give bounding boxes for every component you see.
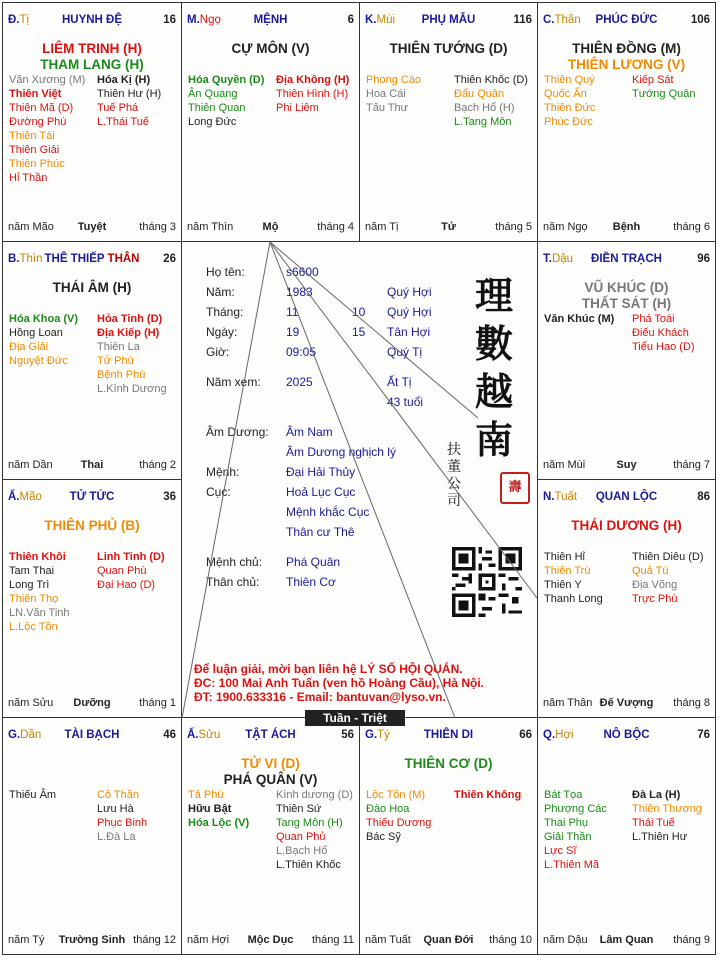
palace-position: Ấ.Sửu bbox=[187, 729, 221, 741]
palace-title: ĐIỀN TRẠCH bbox=[591, 253, 662, 265]
qr-code-icon[interactable] bbox=[452, 547, 522, 617]
brand-char: 南 bbox=[474, 417, 513, 462]
minor-star: Kiếp Sát bbox=[632, 74, 674, 86]
minor-star: L.Thiên Mã bbox=[544, 859, 600, 871]
label-menh: Mệnh: bbox=[206, 465, 240, 479]
minor-stars-right bbox=[632, 312, 695, 354]
red-seal-stamp: 壽 bbox=[500, 472, 530, 504]
palace-position: B.Thìn bbox=[8, 253, 43, 265]
main-star: THÁI DƯƠNG (H) bbox=[571, 518, 682, 533]
center-info-panel bbox=[181, 241, 538, 718]
minor-star: Thiên Việt bbox=[9, 88, 62, 100]
palace-footer bbox=[8, 934, 176, 948]
brand-subtitle bbox=[444, 442, 464, 510]
value-thang-can: Quý Hợi bbox=[387, 305, 432, 319]
minor-stars-left bbox=[9, 550, 70, 634]
minor-star: Đường Phù bbox=[9, 116, 67, 128]
minor-star: LN.Văn Tinh bbox=[9, 607, 70, 619]
minor-stars-left bbox=[366, 788, 431, 844]
label-nam-xem: Năm xem: bbox=[206, 375, 261, 389]
minor-star: Điếu Khách bbox=[632, 327, 689, 339]
minor-star: Tuế Phá bbox=[97, 102, 139, 114]
minor-star: Thiên Hình (H) bbox=[276, 88, 349, 100]
palace-month: tháng 3 bbox=[139, 221, 176, 233]
minor-star: Cô Thần bbox=[97, 789, 139, 801]
palace-mui bbox=[359, 2, 538, 242]
minor-stars-left bbox=[9, 312, 78, 368]
palace-month: tháng 10 bbox=[489, 934, 532, 946]
palace-stage: Tử bbox=[441, 221, 456, 233]
palace-year: năm Sửu bbox=[8, 697, 54, 709]
palace-number: 56 bbox=[341, 729, 354, 741]
value-nam-can: Quý Hợi bbox=[387, 285, 432, 299]
minor-star: Hóa Quyền (D) bbox=[188, 74, 265, 86]
minor-star: Tấu Thư bbox=[366, 102, 409, 114]
minor-star: Địa Giải bbox=[9, 341, 49, 353]
palace-header bbox=[543, 253, 710, 267]
palace-year: năm Hợi bbox=[187, 934, 230, 946]
main-star: THIÊN PHỦ (B) bbox=[44, 518, 140, 533]
minor-star: Thiên Mã (D) bbox=[9, 102, 74, 114]
minor-star: Thiên Trù bbox=[544, 565, 591, 577]
palace-month: tháng 2 bbox=[139, 459, 176, 471]
minor-stars-left bbox=[366, 73, 421, 115]
value-am-duong: Âm Nam bbox=[286, 425, 333, 439]
palace-footer bbox=[543, 934, 710, 948]
value-ngay: 19 bbox=[286, 325, 300, 339]
palace-position: Q.Hợi bbox=[543, 729, 574, 741]
main-star: THIÊN ĐỒNG (M) bbox=[572, 41, 681, 56]
main-star: THIÊN LƯƠNG (V) bbox=[567, 57, 686, 72]
main-star: THAM LANG (H) bbox=[40, 57, 144, 72]
minor-star: Lực Sĩ bbox=[544, 845, 577, 857]
brand-calligraphy bbox=[464, 272, 524, 464]
palace-suu bbox=[181, 717, 360, 955]
minor-star: L.Thái Tuế bbox=[97, 116, 149, 128]
minor-stars-left bbox=[544, 73, 595, 129]
minor-star: Văn Xương (M) bbox=[9, 74, 86, 86]
palace-footer bbox=[187, 221, 354, 235]
palace-footer bbox=[8, 221, 176, 235]
palace-header bbox=[8, 729, 176, 743]
palace-number: 66 bbox=[519, 729, 532, 741]
minor-star: Tang Môn (H) bbox=[276, 817, 343, 829]
minor-star: Hỉ Thần bbox=[9, 172, 48, 184]
minor-star: Tả Phù bbox=[188, 789, 224, 801]
minor-stars-right bbox=[276, 73, 349, 115]
minor-stars-right bbox=[97, 312, 167, 396]
minor-stars-left bbox=[544, 312, 614, 326]
palace-year: năm Dậu bbox=[543, 934, 588, 946]
palace-number: 36 bbox=[163, 491, 176, 503]
minor-star: Quan Phù bbox=[97, 565, 147, 577]
minor-star: L.Lộc Tồn bbox=[9, 621, 58, 633]
minor-star: Phong Cáo bbox=[366, 74, 422, 86]
main-star: THIÊN TƯỚNG (D) bbox=[389, 41, 508, 56]
palace-month: tháng 9 bbox=[673, 934, 710, 946]
minor-star: L.Thiên Khốc bbox=[276, 859, 341, 871]
palace-number: 116 bbox=[513, 14, 532, 26]
minor-star: Đẩu Quân bbox=[454, 88, 505, 100]
minor-stars-left bbox=[9, 73, 85, 185]
minor-star: Long Trì bbox=[9, 579, 50, 591]
tuan-triet-badge: Tuần - Triệt bbox=[305, 710, 405, 726]
palace-header bbox=[8, 491, 176, 505]
label-ho-ten: Họ tên: bbox=[206, 265, 245, 279]
palace-footer bbox=[543, 697, 710, 711]
minor-star: Thanh Long bbox=[544, 593, 603, 605]
minor-star: Địa Kiếp (H) bbox=[97, 327, 160, 339]
minor-star: Văn Khúc (M) bbox=[544, 313, 615, 325]
minor-star: Hữu Bật bbox=[188, 803, 232, 815]
value-nam-xem: 2025 bbox=[286, 375, 313, 389]
palace-year: năm Dần bbox=[8, 459, 53, 471]
palace-month: tháng 7 bbox=[673, 459, 710, 471]
minor-star: Thiên Quan bbox=[188, 102, 246, 114]
minor-star: Thiên La bbox=[97, 341, 140, 353]
palace-stage: Đế Vượng bbox=[599, 697, 654, 709]
minor-star: Tử Phù bbox=[97, 355, 134, 367]
contact-phone-email[interactable]: ĐT: 1900.633316 - Email: bantuvan@lyso.vn. bbox=[194, 690, 446, 704]
palace-thin bbox=[2, 241, 182, 480]
minor-stars-right bbox=[454, 73, 528, 129]
value-thang-am: 10 bbox=[352, 305, 366, 319]
minor-star: Bệnh Phù bbox=[97, 369, 146, 381]
minor-star: Giải Thần bbox=[544, 831, 592, 843]
minor-star: Phi Liêm bbox=[276, 102, 319, 114]
palace-stage: Tuyệt bbox=[77, 221, 107, 233]
minor-star: Thiên Thương bbox=[632, 803, 703, 815]
palace-header bbox=[187, 14, 354, 28]
palace-header bbox=[187, 729, 354, 743]
minor-star: Thiên Phúc bbox=[9, 158, 65, 170]
label-menh-chu: Mệnh chủ: bbox=[206, 555, 263, 569]
main-star: THÁI ÂM (H) bbox=[52, 280, 132, 295]
label-gio: Giờ: bbox=[206, 345, 230, 359]
minor-star: Hóa Lộc (V) bbox=[188, 817, 250, 829]
minor-star: Long Đức bbox=[188, 116, 237, 128]
value-cuc-2: Mệnh khắc Cục bbox=[286, 505, 370, 519]
than-marker: THÂN bbox=[107, 253, 140, 265]
palace-title: NÔ BỘC bbox=[603, 729, 650, 741]
palace-title: PHỤ MẪU bbox=[421, 14, 476, 26]
minor-stars-right bbox=[454, 788, 521, 802]
main-star: THẤT SÁT (H) bbox=[581, 296, 672, 311]
minor-star: Thiên Khốc (D) bbox=[454, 74, 528, 86]
palace-month: tháng 8 bbox=[673, 697, 710, 709]
minor-star: Thiên Y bbox=[544, 579, 582, 591]
value-tuoi: 43 tuổi bbox=[387, 395, 424, 409]
minor-star: Linh Tinh (D) bbox=[97, 551, 165, 563]
minor-star: Thiếu Âm bbox=[9, 789, 57, 801]
minor-star: Lưu Hà bbox=[97, 803, 134, 815]
palace-position: N.Tuất bbox=[543, 491, 578, 503]
minor-stars-right bbox=[632, 550, 704, 606]
minor-stars-left bbox=[188, 788, 249, 830]
minor-star: Địa Võng bbox=[632, 579, 678, 591]
minor-star: Đại Hao (D) bbox=[97, 579, 156, 591]
value-cuc-3: Thân cư Thê bbox=[286, 525, 355, 539]
value-than-chu: Thiên Cơ bbox=[286, 575, 336, 589]
label-thang: Tháng: bbox=[206, 305, 244, 319]
minor-star: Tam Thai bbox=[9, 565, 55, 577]
palace-ty-top bbox=[2, 2, 182, 242]
minor-star: Thiên Hư (H) bbox=[97, 88, 162, 100]
minor-stars-left bbox=[188, 73, 264, 129]
minor-star: Kình dương (D) bbox=[276, 789, 353, 801]
minor-stars-right bbox=[632, 788, 702, 844]
brand-sub-char: 董 bbox=[447, 459, 461, 475]
minor-stars-left bbox=[544, 788, 607, 872]
palace-year: năm Ngọ bbox=[543, 221, 588, 233]
palace-position: Đ.Tị bbox=[8, 14, 30, 26]
palace-header bbox=[8, 253, 176, 267]
palace-stage: Dưỡng bbox=[73, 697, 111, 709]
palace-title: TÀI BẠCH bbox=[64, 729, 120, 741]
minor-star: Phúc Đức bbox=[544, 116, 593, 128]
minor-star: L.Bạch Hổ bbox=[276, 845, 328, 857]
minor-stars-left bbox=[9, 788, 56, 802]
minor-star: Nguyệt Đức bbox=[9, 355, 68, 367]
minor-star: L.Thiên Hư bbox=[632, 831, 688, 843]
palace-number: 76 bbox=[697, 729, 710, 741]
palace-ngo bbox=[181, 2, 360, 242]
minor-star: Thiên Tài bbox=[9, 130, 55, 142]
palace-stage: Quan Đới bbox=[423, 934, 474, 946]
palace-month: tháng 11 bbox=[311, 934, 354, 946]
palace-header bbox=[365, 14, 532, 28]
palace-number: 86 bbox=[697, 491, 710, 503]
value-gio-can: Quý Tị bbox=[387, 345, 423, 359]
palace-year: năm Thìn bbox=[187, 221, 234, 233]
minor-star: L.Tang Môn bbox=[454, 116, 512, 128]
contact-info bbox=[194, 662, 528, 704]
palace-position: C.Thân bbox=[543, 14, 581, 26]
value-ho-ten: s6600 bbox=[286, 265, 319, 279]
palace-month: tháng 5 bbox=[495, 221, 532, 233]
palace-position: K.Mùi bbox=[365, 14, 396, 26]
minor-star: Hồng Loan bbox=[9, 327, 63, 339]
palace-number: 106 bbox=[690, 14, 710, 26]
main-star: TỬ VI (D) bbox=[241, 756, 300, 771]
label-ngay: Ngày: bbox=[206, 325, 238, 339]
contact-line-1: Để luận giải, mời bạn liên hệ LÝ SỐ HỘI QUÁN. bbox=[194, 662, 463, 676]
minor-star: Ân Quang bbox=[188, 88, 238, 100]
minor-star: Hỏa Tinh (D) bbox=[97, 313, 163, 325]
main-star: THIÊN CƠ (D) bbox=[404, 756, 493, 771]
label-than-chu: Thân chủ: bbox=[206, 575, 260, 589]
palace-dan bbox=[2, 717, 182, 955]
label-am-duong: Âm Dương: bbox=[206, 425, 269, 439]
minor-star: Thiên Không bbox=[454, 789, 522, 801]
palace-stage: Suy bbox=[616, 459, 637, 471]
minor-stars-right bbox=[632, 73, 696, 101]
minor-star: Hóa Kị (H) bbox=[97, 74, 151, 86]
brand-sub-char: 公 bbox=[447, 476, 461, 492]
minor-star: L.Đà La bbox=[97, 831, 136, 843]
minor-star: Thiên Sứ bbox=[276, 803, 322, 815]
palace-title: MỆNH bbox=[253, 14, 288, 26]
palace-month: tháng 6 bbox=[673, 221, 710, 233]
minor-star: Thiên Diêu (D) bbox=[632, 551, 704, 563]
main-star: LIÊM TRINH (H) bbox=[42, 41, 142, 56]
minor-star: Thiên Thọ bbox=[9, 593, 59, 605]
minor-star: Lộc Tồn (M) bbox=[366, 789, 426, 801]
minor-stars-right bbox=[97, 73, 161, 129]
palace-header bbox=[365, 729, 532, 743]
minor-star: Bát Tọa bbox=[544, 789, 583, 801]
palace-stage: Lâm Quan bbox=[599, 934, 654, 946]
minor-star: Hóa Khoa (V) bbox=[9, 313, 79, 325]
minor-star: Thiếu Dương bbox=[366, 817, 432, 829]
value-ngay-can: Tân Hợi bbox=[387, 325, 431, 339]
palace-title: TẬT ÁCH bbox=[245, 729, 296, 741]
brand-sub-char: 扶 bbox=[447, 442, 461, 458]
palace-number: 46 bbox=[163, 729, 176, 741]
minor-star: Quốc Ấn bbox=[544, 88, 587, 100]
palace-stage: Thai bbox=[80, 459, 104, 471]
palace-title: TỬ TỨC bbox=[69, 491, 115, 503]
minor-star: Trực Phù bbox=[632, 593, 678, 605]
palace-month: tháng 4 bbox=[317, 221, 354, 233]
palace-footer bbox=[365, 934, 532, 948]
palace-footer bbox=[8, 459, 176, 473]
palace-position: Ấ.Mão bbox=[8, 491, 42, 503]
palace-year: năm Mùi bbox=[543, 459, 586, 471]
minor-stars-left bbox=[544, 550, 603, 606]
main-star: VŨ KHÚC (D) bbox=[584, 280, 669, 295]
value-menh: Đại Hải Thủy bbox=[286, 465, 356, 479]
minor-star: Tiểu Hao (D) bbox=[632, 341, 695, 353]
palace-stage: Bệnh bbox=[612, 221, 641, 233]
palace-mao bbox=[2, 479, 182, 718]
minor-star: Thiên Quý bbox=[544, 74, 595, 86]
minor-star: Thiên Đức bbox=[544, 102, 596, 114]
minor-stars-right bbox=[97, 550, 165, 592]
palace-position: G.Dần bbox=[8, 729, 42, 741]
palace-title: QUAN LỘC bbox=[595, 491, 658, 503]
value-gio: 09:05 bbox=[286, 345, 317, 359]
tu-vi-chart bbox=[2, 2, 716, 955]
minor-star: Bác Sỹ bbox=[366, 831, 401, 843]
palace-title: PHÚC ĐỨC bbox=[595, 14, 658, 26]
minor-star: Quả Tú bbox=[632, 565, 669, 577]
palace-than bbox=[537, 2, 716, 242]
minor-star: Thái Tuế bbox=[632, 817, 675, 829]
brand-char: 理 bbox=[474, 273, 513, 318]
palace-header bbox=[543, 491, 710, 505]
contact-address: ĐC: 100 Mai Anh Tuấn (ven hồ Hoàng Cầu), Hà Nội. bbox=[194, 676, 485, 690]
palace-title: HUYNH ĐỆ bbox=[61, 14, 123, 26]
palace-dau bbox=[537, 241, 716, 480]
palace-header bbox=[8, 14, 176, 28]
palace-tuat bbox=[537, 479, 716, 718]
brand-sub-char: 司 bbox=[447, 493, 461, 509]
minor-star: Đào Hoa bbox=[366, 803, 410, 815]
palace-stage: Mộc Dục bbox=[247, 934, 294, 946]
palace-year: năm Thân bbox=[543, 697, 593, 709]
value-am-duong-2: Âm Dương nghịch lý bbox=[286, 445, 396, 459]
minor-star: Thai Phụ bbox=[544, 817, 589, 829]
label-nam: Năm: bbox=[206, 285, 235, 299]
palace-footer bbox=[8, 697, 176, 711]
palace-title: THIÊN DI bbox=[423, 729, 474, 741]
palace-month: tháng 12 bbox=[133, 934, 176, 946]
value-cuc: Hoả Lục Cục bbox=[286, 485, 356, 499]
value-ngay-am: 15 bbox=[352, 325, 366, 339]
value-nam-xem-can: Ất Tị bbox=[387, 375, 412, 389]
palace-number: 16 bbox=[163, 14, 176, 26]
palace-title: THÊ THIẾP THÂN bbox=[44, 253, 140, 265]
minor-star: Quan Phủ bbox=[276, 831, 326, 843]
palace-number: 6 bbox=[347, 14, 354, 26]
minor-star: Thiên Hỉ bbox=[544, 551, 585, 563]
palace-footer bbox=[187, 934, 354, 948]
palace-number: 26 bbox=[163, 253, 176, 265]
minor-star: Phượng Các bbox=[544, 803, 607, 815]
palace-stage: Trường Sinh bbox=[58, 934, 126, 946]
main-star: PHÁ QUÂN (V) bbox=[223, 772, 318, 787]
minor-stars-right bbox=[276, 788, 353, 872]
palace-year: năm Tý bbox=[8, 934, 45, 946]
palace-position: M.Ngọ bbox=[187, 14, 221, 26]
minor-star: Đà La (H) bbox=[632, 789, 681, 801]
value-thang: 11 bbox=[286, 305, 299, 319]
minor-stars-right bbox=[97, 788, 147, 844]
palace-year: năm Tuất bbox=[365, 934, 411, 946]
palace-footer bbox=[543, 221, 710, 235]
minor-star: Bạch Hổ (H) bbox=[454, 102, 515, 114]
minor-star: Hoa Cái bbox=[366, 88, 406, 100]
palace-header bbox=[543, 729, 710, 743]
label-cuc: Cục: bbox=[206, 485, 231, 499]
palace-ty-bottom bbox=[359, 717, 538, 955]
minor-star: Phục Binh bbox=[97, 817, 148, 829]
main-star: CỰ MÔN (V) bbox=[231, 41, 310, 56]
palace-header bbox=[543, 14, 710, 28]
palace-number: 96 bbox=[697, 253, 710, 265]
minor-star: Phá Toái bbox=[632, 313, 675, 325]
minor-star: L.Kình Dương bbox=[97, 383, 167, 395]
palace-hoi bbox=[537, 717, 716, 955]
palace-stage: Mộ bbox=[262, 221, 279, 233]
minor-star: Thiên Giải bbox=[9, 144, 60, 156]
palace-year: năm Tị bbox=[365, 221, 399, 233]
value-nam: 1983 bbox=[286, 285, 313, 299]
palace-footer bbox=[365, 221, 532, 235]
brand-char: 數 bbox=[474, 321, 513, 366]
value-menh-chu: Phá Quân bbox=[286, 555, 341, 569]
palace-footer bbox=[543, 459, 710, 473]
minor-star: Thiên Khôi bbox=[9, 551, 66, 563]
minor-star: Địa Không (H) bbox=[276, 74, 350, 86]
minor-star: Tướng Quân bbox=[632, 88, 696, 100]
palace-position: T.Dậu bbox=[543, 253, 574, 265]
palace-month: tháng 1 bbox=[139, 697, 176, 709]
brand-char: 越 bbox=[474, 369, 513, 414]
palace-year: năm Mão bbox=[8, 221, 54, 233]
palace-position: G.Tý bbox=[365, 729, 390, 741]
